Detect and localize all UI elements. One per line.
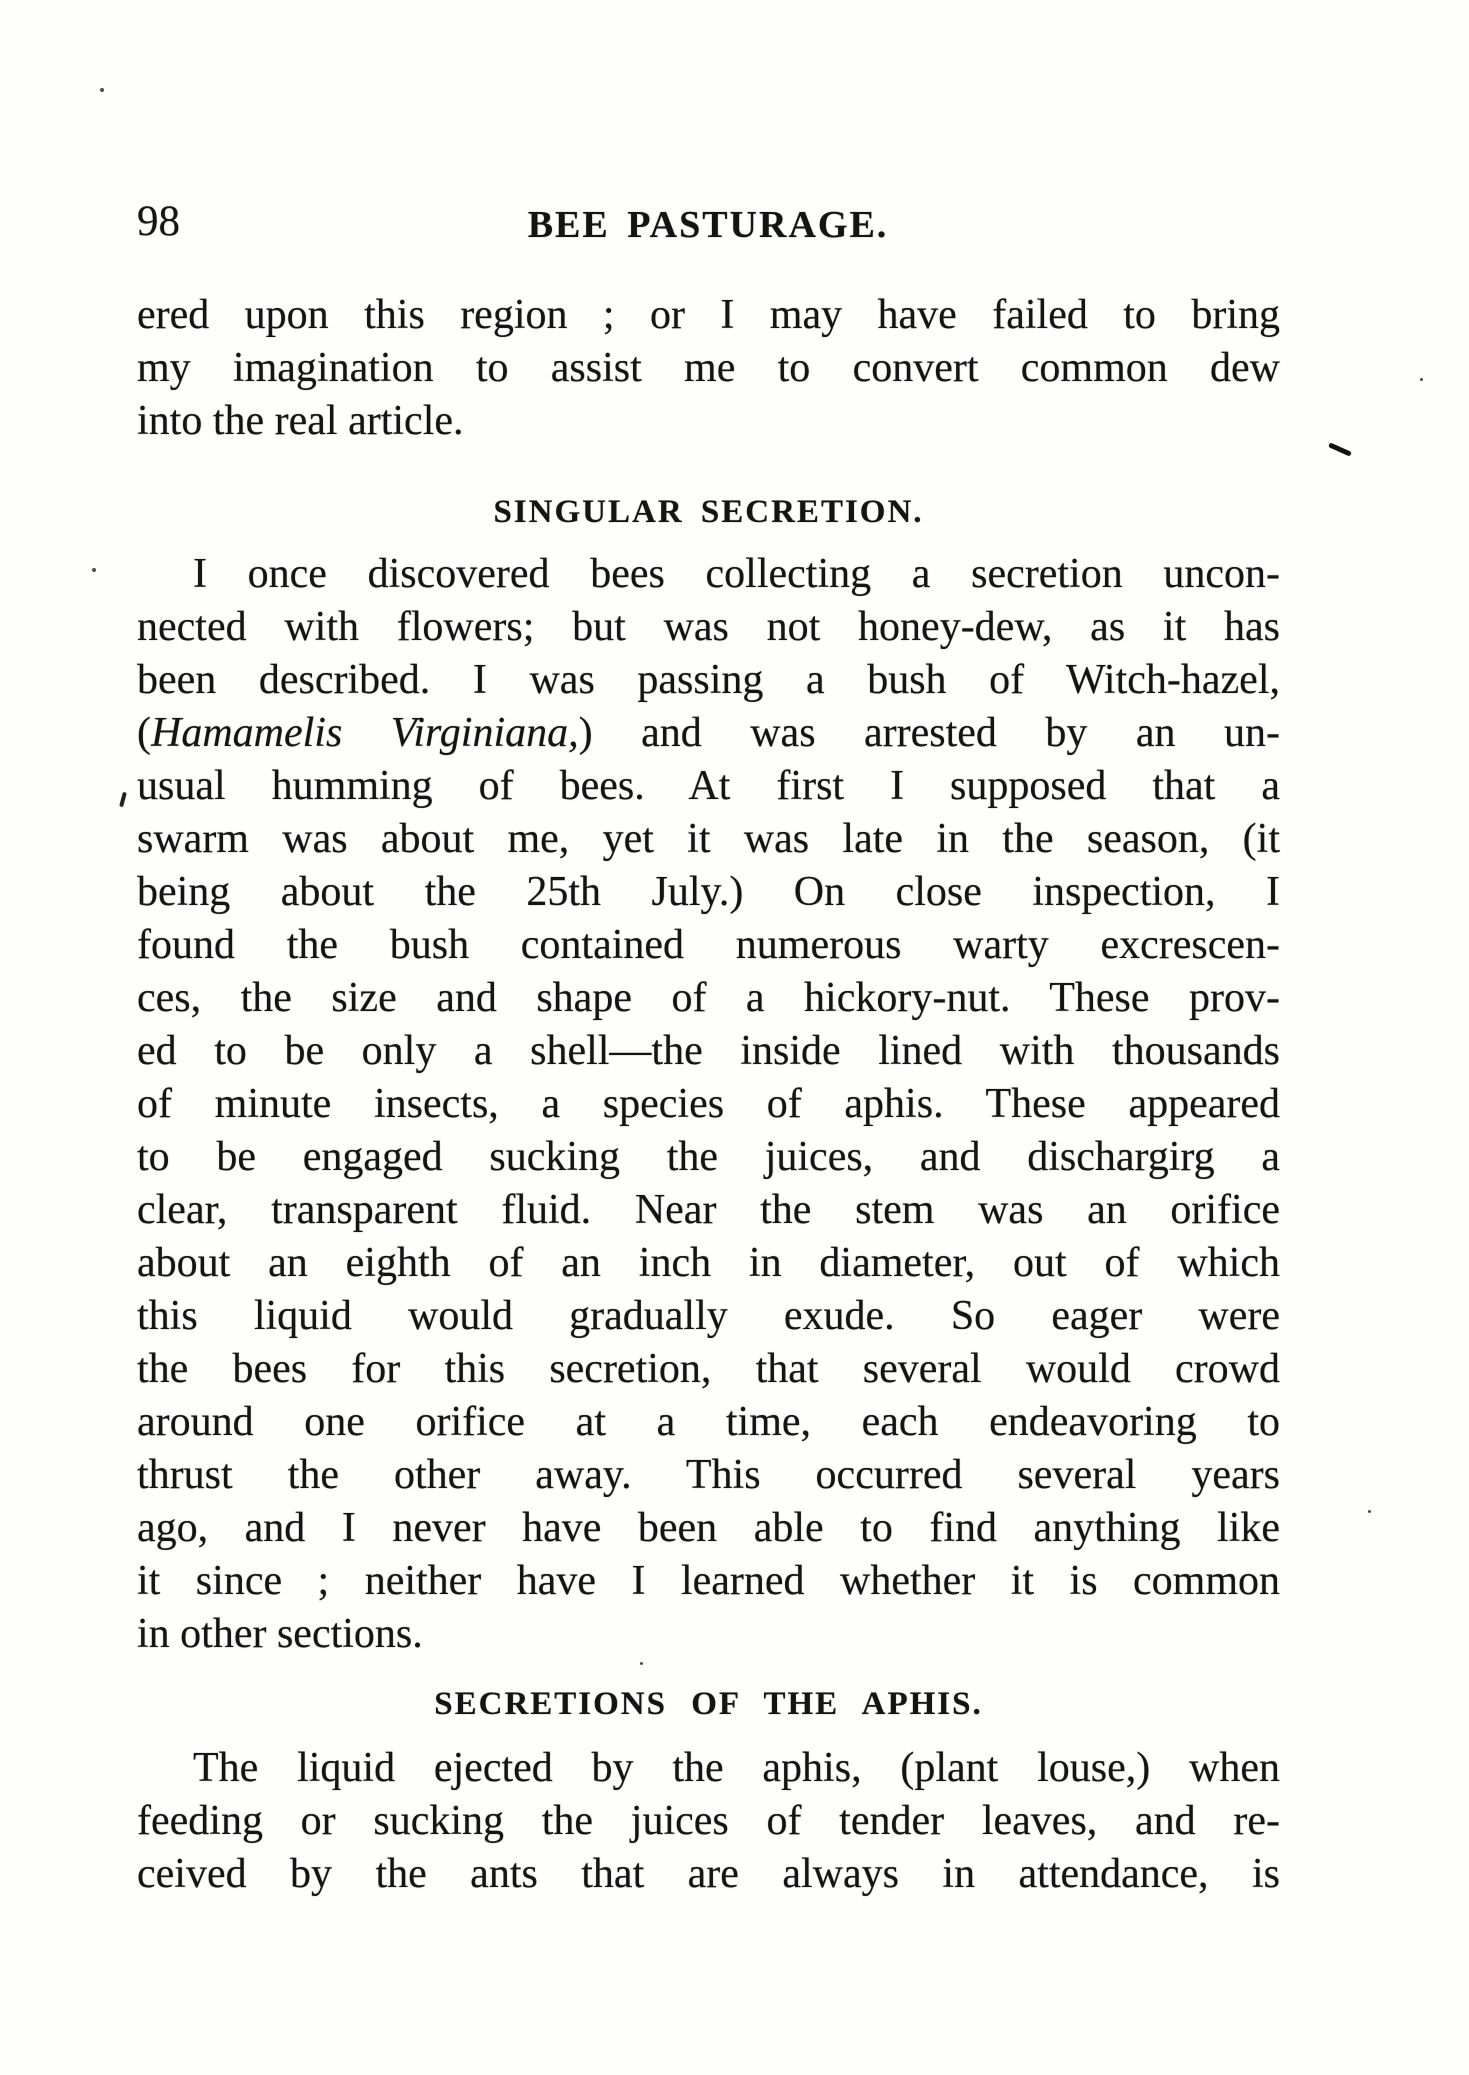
text-line: ces, the size and shape of a hickory-nut. These prov- [137,975,1280,1021]
scan-speck [92,568,96,572]
text-line: clear, transparent fluid. Near the stem was an orifice [137,1187,1280,1233]
section-heading-singular-secretion: SINGULAR SECRETION. [493,494,924,530]
text-line: ceived by the ants that are always in attendance, is [137,1851,1280,1897]
text-line [137,707,1280,760]
latin-species-name: Hamamelis Virginiana, [151,710,579,756]
text-line: my imagination to assist me to convert common dew [137,345,1280,391]
text-line: about an eighth of an inch in diameter, out of which [137,1240,1280,1286]
text-segment: ( [137,710,151,756]
scan-speck [1368,1510,1371,1513]
scan-speck [1420,378,1423,381]
text-line: of minute insects, a species of aphis. These appeared [137,1081,1280,1127]
running-title: BEE PASTURAGE. [527,204,889,246]
text-line: thrust the other away. This occurred several years [137,1452,1280,1498]
scan-speck [100,88,104,92]
scan-artifact-dash [1328,442,1352,456]
text-line: nected with flowers; but was not honey-dew, as it has [137,604,1280,650]
text-line: this liquid would gradually exude. So eager were [137,1293,1280,1339]
text-line: found the bush contained numerous warty excrescen- [137,922,1280,968]
text-line: into the real article. [137,398,464,444]
scan-speck [640,1662,643,1665]
text-line: ered upon this region ; or I may have failed to bring [137,292,1280,338]
text-segment: ) and was arrested by an un- [578,710,1281,756]
paragraph-continuation [137,289,1280,448]
text-line: ed to be only a shell—the inside lined with thousands [137,1028,1280,1074]
text-line: feeding or sucking the juices of tender leaves, and re- [137,1798,1280,1844]
text-line: it since ; neither have I learned whether it is common [137,1558,1280,1604]
text-block [137,289,1280,1901]
paragraph-secretions-of-the-aphis [137,1742,1280,1901]
text-line: around one orifice at a time, each endeavoring to [137,1399,1280,1445]
text-line: swarm was about me, yet it was late in the season, (it [137,816,1280,862]
text-line: the bees for this secretion, that several would crowd [137,1346,1280,1392]
text-line: been described. I was passing a bush of Witch-hazel, [137,657,1280,703]
text-line: The liquid ejected by the aphis, (plant louse,) when [193,1745,1280,1791]
scan-artifact-tick [119,792,127,808]
text-line: to be engaged sucking the juices, and dischargirg a [137,1134,1280,1180]
paragraph-singular-secretion [137,548,1280,1661]
text-line: being about the 25th July.) On close inspection, I [137,869,1280,915]
section-heading-secretions-of-the-aphis: SECRETIONS OF THE APHIS. [434,1686,983,1722]
page-number: 98 [137,198,180,245]
text-line: ago, and I never have been able to find anything like [137,1505,1280,1551]
text-line: usual humming of bees. At first I supposed that a [137,763,1280,809]
text-line: I once discovered bees collecting a secretion uncon- [193,551,1280,597]
text-line: in other sections. [137,1611,423,1657]
